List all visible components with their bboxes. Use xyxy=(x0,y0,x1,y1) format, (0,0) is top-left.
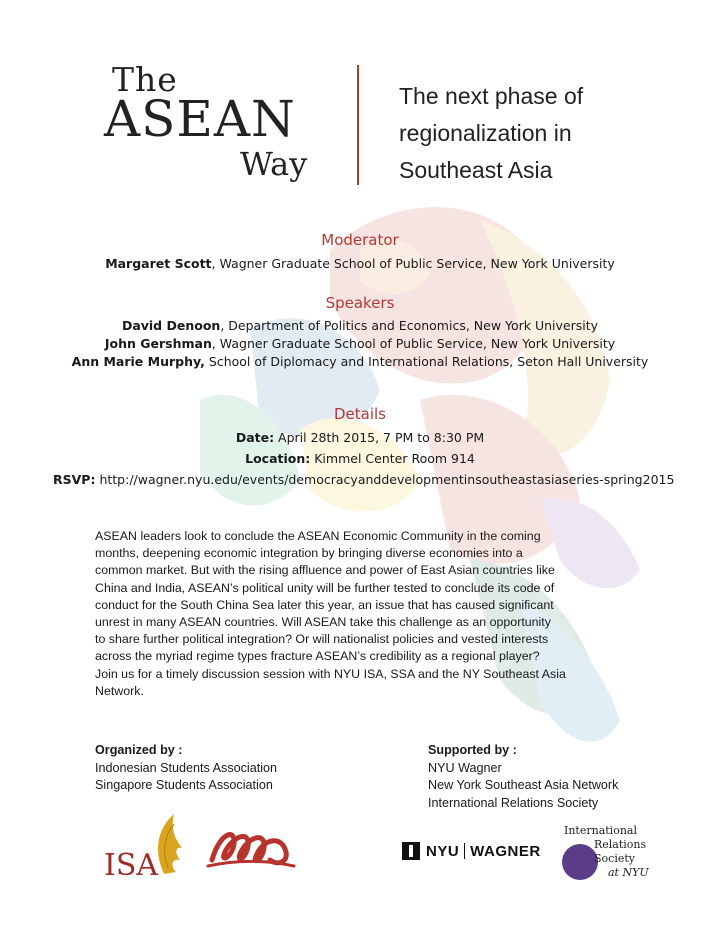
speaker-name: John Gershman xyxy=(104,336,212,351)
speaker-name: David Denoon xyxy=(121,318,221,333)
description-line: China and India, ASEAN’s political unity will be further tested to conclude its code of xyxy=(95,580,555,595)
moderator-affiliation: , Wagner Graduate School of Public Service, New York University xyxy=(211,256,615,271)
title-way: Way xyxy=(240,145,308,183)
description-line: to share further political integration? Or will nationalist policies and vested interests xyxy=(95,632,549,647)
speakers-heading: Speakers xyxy=(325,294,395,312)
isa-logo-text: ISA xyxy=(104,848,159,883)
title-the: The xyxy=(112,60,178,99)
location-value: Kimmel Center Room 914 xyxy=(310,451,475,466)
details-heading: Details xyxy=(333,405,386,423)
speaker-affiliation: School of Diplomacy and International Relations, Seton Hall University xyxy=(204,354,649,369)
isa-logo xyxy=(104,812,190,882)
subtitle-line: regionalization in xyxy=(399,120,572,146)
speaker-line xyxy=(0,336,720,351)
description-line: conduct for the South China Sea later this year, an issue that has caused significant xyxy=(95,597,554,612)
description-line: unrest in many ASEAN countries. Will ASEAN take this challenge as an opportunity xyxy=(95,615,551,630)
organizer-item: Singapore Students Association xyxy=(95,778,273,792)
rsvp-label: RSVP: xyxy=(53,472,96,487)
moderator-line xyxy=(0,256,720,271)
organized-heading: Organized by : xyxy=(95,743,183,757)
supported-by-block xyxy=(428,742,618,812)
irs-line: International xyxy=(564,824,637,837)
supported-heading: Supported by : xyxy=(428,743,517,757)
rsvp-line xyxy=(53,472,674,487)
nyu-wagner-logo xyxy=(402,840,541,862)
speaker-line xyxy=(0,354,720,369)
speaker-name: Ann Marie Murphy, xyxy=(71,354,205,369)
nyu-logo-divider xyxy=(464,843,465,859)
description-line: Network. xyxy=(95,683,144,698)
location-line xyxy=(0,451,720,466)
speaker-affiliation: , Wagner Graduate School of Public Service, New York University xyxy=(211,336,616,351)
irs-line: at NYU xyxy=(608,866,649,879)
date-label: Date: xyxy=(235,430,275,445)
irs-logo-text xyxy=(564,824,649,880)
date-value: April 28th 2015, 7 PM to 8:30 PM xyxy=(274,430,485,445)
description-line: Join us for a timely discussion session with NYU ISA, SSA and the NY Southeast Asia xyxy=(95,666,566,681)
supporter-item: NYU Wagner xyxy=(428,760,502,775)
description-line: ASEAN leaders look to conclude the ASEAN Economic Community in the coming xyxy=(95,529,541,543)
subtitle xyxy=(399,78,583,189)
wagner-logo-text: WAGNER xyxy=(470,842,541,860)
title-asean: ASEAN xyxy=(104,90,296,148)
speaker-line xyxy=(0,318,720,333)
description-line: common market. But with the rising affluence and power of East Asian countries like xyxy=(95,563,555,578)
description-line: across the myriad regime types fracture ASEAN’s credibility as a regional player? xyxy=(95,649,540,664)
supporter-item: New York Southeast Asia Network xyxy=(428,778,619,792)
nyu-torch-icon xyxy=(402,842,420,860)
irs-logo xyxy=(560,824,660,884)
event-description xyxy=(95,528,595,700)
speaker-affiliation: , Department of Politics and Economics, New York University xyxy=(220,318,599,333)
location-label: Location: xyxy=(245,451,311,466)
subtitle-line: Southeast Asia xyxy=(399,157,553,183)
ssa-logo xyxy=(206,822,296,872)
subtitle-line: The next phase of xyxy=(399,83,584,109)
moderator-name: Margaret Scott xyxy=(105,256,212,271)
description-line: months, deepening economic integration by bringing diverse economies into a xyxy=(95,546,523,561)
irs-line: Society xyxy=(594,852,635,865)
moderator-heading: Moderator xyxy=(321,231,399,249)
irs-line: Relations xyxy=(594,838,647,851)
date-line xyxy=(0,430,720,445)
organized-by-block xyxy=(95,742,277,795)
ssa-script-icon xyxy=(206,822,296,872)
nyu-logo-text: NYU xyxy=(426,842,460,860)
organizer-item: Indonesian Students Association xyxy=(95,760,278,775)
header-divider xyxy=(357,65,359,185)
supporter-item: International Relations Society xyxy=(428,795,599,810)
rsvp-link[interactable]: http://wagner.nyu.edu/events/democracyanddevelopmentinsoutheastasiaseries-spring2015 xyxy=(95,472,675,487)
